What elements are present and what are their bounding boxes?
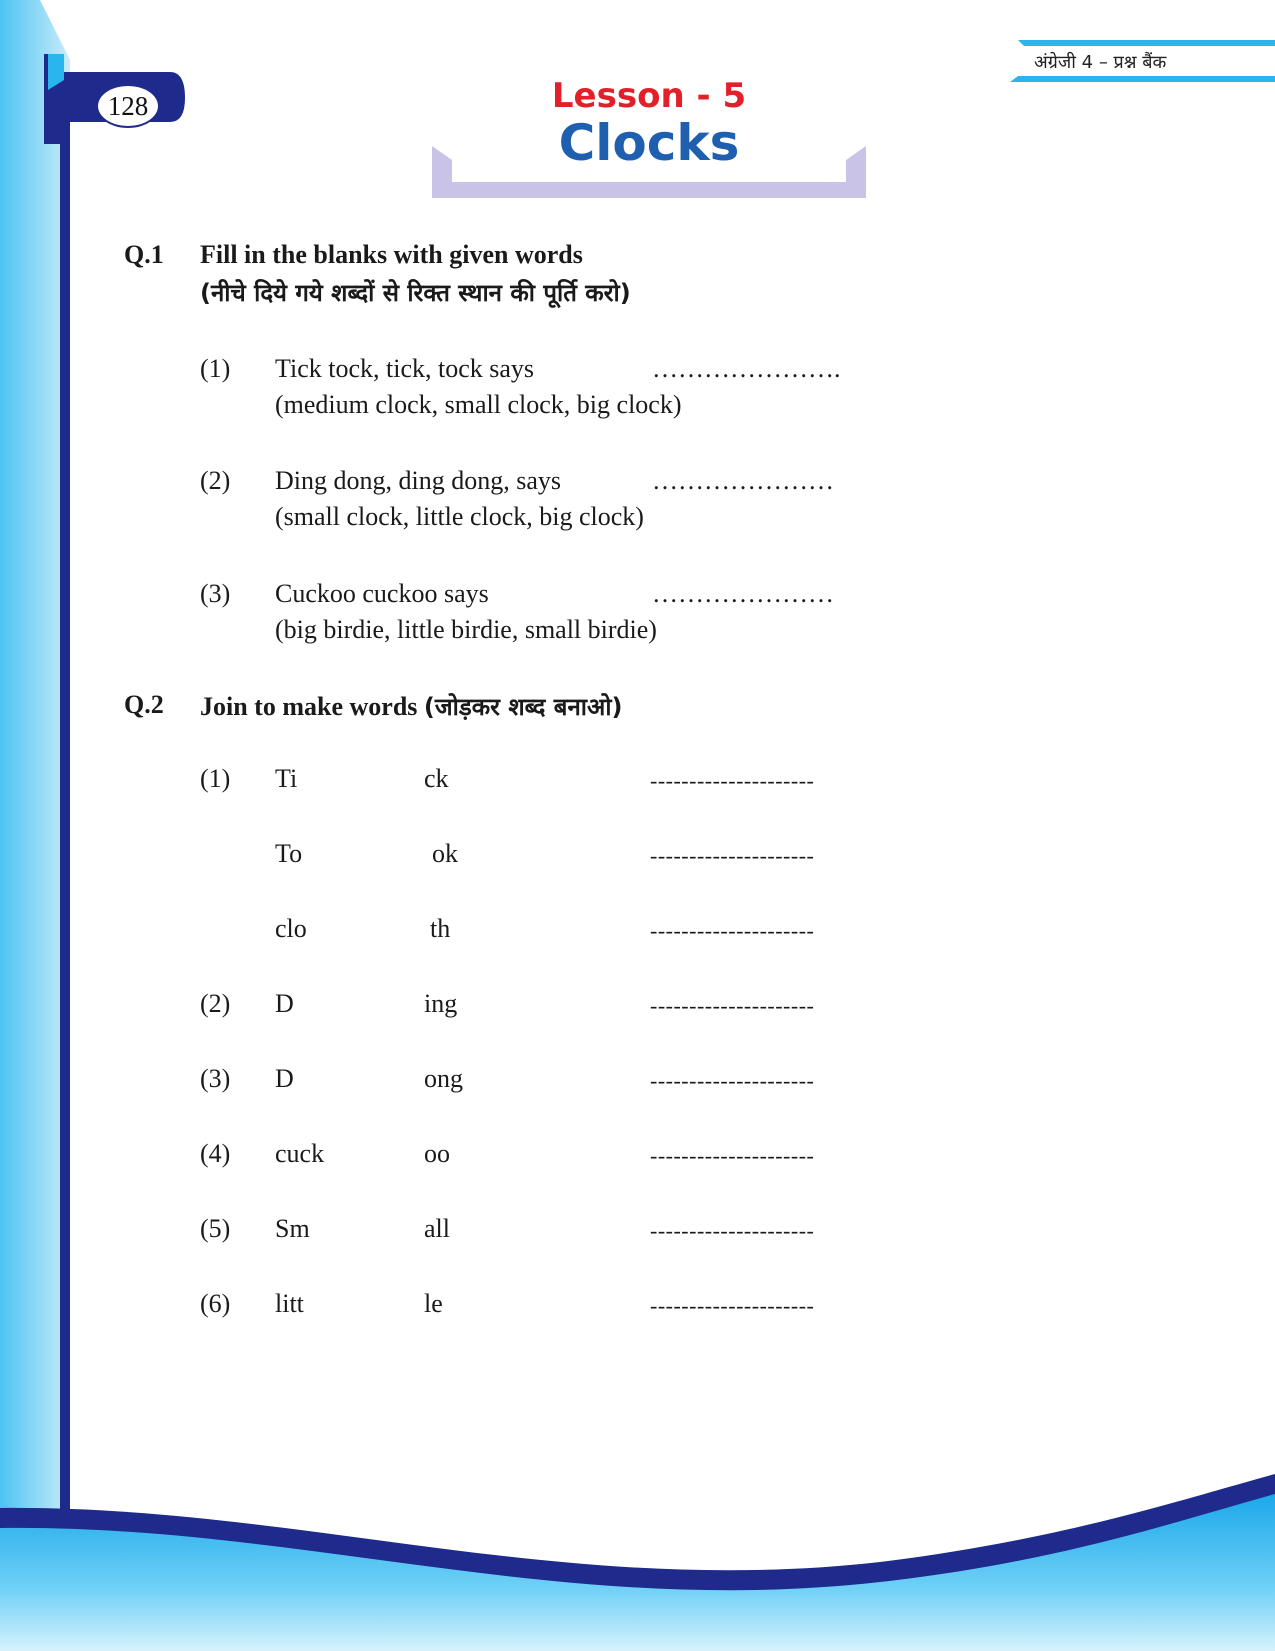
q1-title: Fill in the blanks with given words <box>200 240 583 269</box>
q1-item-number: (1) <box>200 354 231 383</box>
q2-row-part-a: D <box>275 989 294 1018</box>
q2-row-part-b: ing <box>424 989 458 1018</box>
q2-row-part-b: th <box>430 914 451 943</box>
q2-row-part-a: cuck <box>275 1139 325 1168</box>
q2-row-part-b: ck <box>424 764 449 793</box>
q2-answer-line: --------------------- <box>650 1068 815 1093</box>
q2-answer-line: --------------------- <box>650 1143 815 1168</box>
q1-item-number: (3) <box>200 579 231 608</box>
q1-subtitle-hindi: (नीचे दिये गये शब्दों से रिक्त स्थान की पूर्ति करो) <box>200 279 631 307</box>
header-note: अंग्रेजी 4 – प्रश्न बैंक <box>1034 52 1167 73</box>
q2-row-part-a: litt <box>275 1289 304 1318</box>
q2-heading <box>200 690 623 723</box>
q1-item-options: (medium clock, small clock, big clock) <box>275 390 682 419</box>
q2-answer-line: --------------------- <box>650 1293 815 1318</box>
lesson-number: Lesson - 5 <box>551 76 747 116</box>
q2-row-part-b: le <box>424 1289 443 1318</box>
q2-row-number: (4) <box>200 1139 231 1168</box>
q1-item-text: Cuckoo cuckoo says <box>275 579 489 608</box>
q2-row-part-a: D <box>275 1064 294 1093</box>
q2-row-number: (3) <box>200 1064 231 1093</box>
q1-item-options: (small clock, little clock, big clock) <box>275 502 644 531</box>
q1-item-options: (big birdie, little birdie, small birdie) <box>275 615 657 644</box>
q2-row-part-b: ok <box>432 839 458 868</box>
q2-answer-line: --------------------- <box>650 1218 815 1243</box>
q2-row-part-a: To <box>275 839 303 868</box>
left-side-band <box>0 0 70 1651</box>
q2-row-part-b: oo <box>424 1139 450 1168</box>
q2-row-number: (5) <box>200 1214 231 1243</box>
q1-item-blank: …………………. <box>652 354 841 383</box>
q2-row-number: (1) <box>200 764 231 793</box>
lesson-title: Clocks <box>558 114 740 172</box>
q2-row-part-b: ong <box>424 1064 463 1093</box>
q2-answer-line: --------------------- <box>650 918 815 943</box>
q1-item-text: Ding dong, ding dong, says <box>275 466 561 495</box>
page-number: 128 <box>96 84 160 128</box>
q2-row-part-a: Ti <box>275 764 298 793</box>
q2-answer-line: --------------------- <box>650 993 815 1018</box>
q1-item-blank: ………………… <box>652 466 834 495</box>
q1-label: Q.1 <box>124 240 164 269</box>
q2-answer-line: --------------------- <box>650 768 815 793</box>
q2-row-number: (6) <box>200 1289 231 1318</box>
q1-item-blank: ………………… <box>652 579 834 608</box>
q2-row-part-b: all <box>424 1214 450 1243</box>
q2-row-part-a: clo <box>275 914 307 943</box>
q2-label: Q.2 <box>124 690 164 719</box>
q2-row-number: (2) <box>200 989 231 1018</box>
q1-item-text: Tick tock, tick, tock says <box>275 354 535 383</box>
q1-item-number: (2) <box>200 466 231 495</box>
left-vertical-bar <box>60 80 70 1530</box>
q2-title-hindi: (जोड़कर शब्द बनाओ) <box>423 693 623 721</box>
q2-row-part-a: Sm <box>275 1214 310 1243</box>
q2-answer-line: --------------------- <box>650 843 815 868</box>
header-rule <box>1018 40 1275 46</box>
q2-title: Join to make words <box>200 692 418 721</box>
